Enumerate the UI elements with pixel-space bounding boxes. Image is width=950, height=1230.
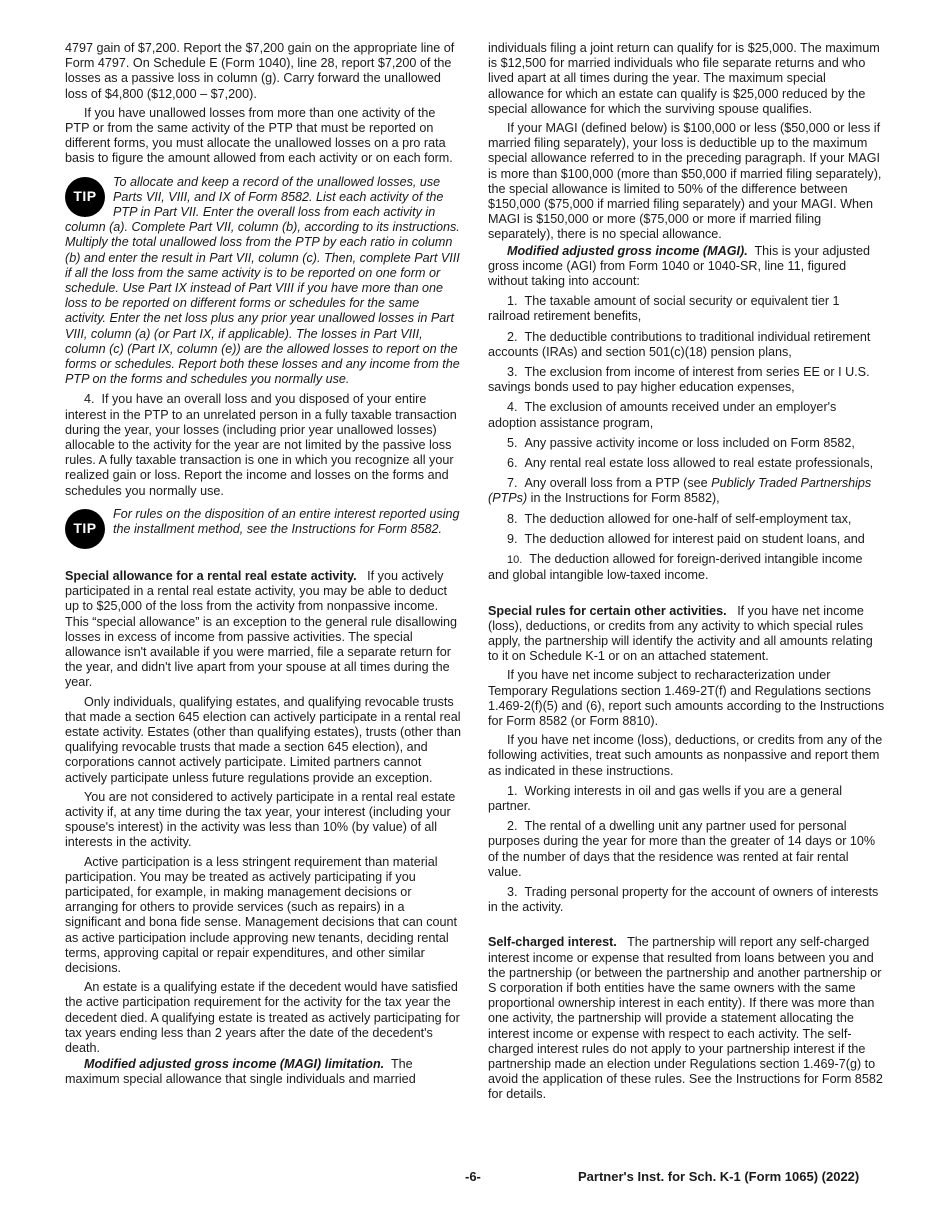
list-item <box>488 456 885 471</box>
list-text: in the Instructions for Form 8582), <box>527 491 720 506</box>
list-item <box>488 532 885 547</box>
paragraph: If you have unallowed losses from more than one activity of the PTP or from the same activity of the PTP that must be reported on different forms, you must allocate the unallowed losses on a pro rata basis to figure the amount allowed from each activity or on each form. <box>65 105 453 166</box>
section-text: This is your adjusted gross income (AGI) from Form 1040 or 1040-SR, line 11, figured without taking into account: <box>488 243 870 289</box>
list-number: 7. <box>507 476 518 491</box>
list-item <box>488 294 885 324</box>
paragraph: If you have net income (loss), deductions, or credits from any of the following activities, treat such amounts as nonpassive and report them as indicated in these instructions. <box>488 733 883 778</box>
section-heading: Modified adjusted gross income (MAGI) limitation. <box>84 1057 385 1072</box>
list-number: 8. <box>507 511 518 526</box>
list-number: 3. <box>507 365 518 380</box>
list-item <box>488 476 885 506</box>
section-heading: Special allowance for a rental real estate activity. <box>65 568 357 583</box>
paragraph: 4797 gain of $7,200. Report the $7,200 gain on the appropriate line of Form 4797. On Schedule E (Form 1040), line 28, report $7,200 of the losses as a passive loss in column (g). Carry forward the unallowed loss of $4,800 ($12,000 – $7,200). <box>65 41 455 101</box>
paragraph: You are not considered to actively participate in a rental real estate activity if, at any time during the tax year, your interest (including your spouse's interest) in the activity was less than 10% (by value) of all interests in the activity. <box>65 789 456 850</box>
right-column <box>488 41 885 1103</box>
list-number: 1. <box>507 294 518 309</box>
section-paragraph <box>488 935 885 1102</box>
footer-title: Partner's Inst. for Sch. K-1 (Form 1065) (2022) <box>578 1169 860 1184</box>
list-number: 9. <box>507 531 518 546</box>
list-text: The deduction allowed for one-half of self-employment tax, <box>524 511 852 526</box>
list-text: Any overall loss from a PTP (see <box>524 476 712 491</box>
list-text: The deduction allowed for foreign-derived intangible income and global intangible low-taxed income. <box>488 552 863 583</box>
tip-box <box>65 507 463 549</box>
paragraph: An estate is a qualifying estate if the decedent would have satisfied the active participation requirement for the activity for the tax year the decedent died. A qualifying estate is treated as actively participating for tax years ending less than 2 years after the date of the decedent's death. <box>65 980 460 1055</box>
tip-label: TIP <box>73 520 97 537</box>
list-text: The exclusion of amounts received under an employer's adoption assistance program, <box>488 400 837 430</box>
list-text: Working interests in oil and gas wells if you are a general partner. <box>488 783 843 813</box>
paragraph: Only individuals, qualifying estates, and qualifying revocable trusts that made a section 645 election can actively participate in a rental real estate activity. Estates (other than qualifying estates), trusts (other than qualifying revocable trusts that made a section 645 election), and corporations cannot actively participate. Limited partners cannot actively participate unless future regulations provide an exception. <box>65 694 461 785</box>
list-text: If you have an overall loss and you disposed of your entire interest in the PTP to an unrelated person in a fully taxable transaction during the year, your losses (including prior year unallowed losses) allocable to the activity for the year are not limited by the passive loss rules. A fully taxable transaction is one in which you recognize all your realized gain or loss. Report the income and losses on the forms and schedules you normally use. <box>65 392 457 498</box>
section-paragraph <box>65 1057 463 1087</box>
section-heading: Special rules for certain other activities. <box>488 603 727 618</box>
list-item <box>488 400 885 430</box>
list-item <box>488 436 885 451</box>
list-text: The deductible contributions to traditional individual retirement accounts (IRAs) and section 501(c)(18) pension plans, <box>488 329 871 359</box>
tip-text: For rules on the disposition of an entire interest reported using the installment method, see the Instructions for Form 8582. <box>113 506 460 537</box>
paragraph: If your MAGI (defined below) is $100,000 or less ($50,000 or less if married filing separately), your loss is deductible up to the maximum special allowance referred to in the preceding paragraph. If your MAGI is more than $100,000 (more than $50,000 if married filing separately), the special allowance is limited to 50% of the difference between $150,000 ($75,000 if married filing separately) and your MAGI. When MAGI is $150,000 or more ($75,000 or more if married filing separately), there is no special allowance. <box>488 121 882 242</box>
paragraph: Active participation is a less stringent requirement than material participation. You may be treated as actively participating if you participated, for example, in making management decisions or arranging for others to provide services (such as repairs) in a significant and bona fide sense. Management decisions that can count as active participation include approving new tenants, deciding rental terms, approving capital or repair expenditures, and other similar decisions. <box>65 854 458 975</box>
list-text: The rental of a dwelling unit any partner used for personal purposes during the year for more than the greater of 14 days or 10% of the number of days that the residence was rented at fair rental value. <box>488 819 876 879</box>
list-text: Trading personal property for the account of owners of interests in the activity. <box>488 884 879 915</box>
list-item <box>488 885 885 915</box>
list-text: The exclusion from income of interest from series EE or I U.S. savings bonds used to pay higher education expenses, <box>488 365 870 395</box>
list-text: The taxable amount of social security or equivalent tier 1 railroad retirement benefits, <box>488 294 840 324</box>
list-number: 2. <box>507 329 518 344</box>
left-column <box>65 41 463 1088</box>
section-text: If you actively participated in a rental real estate activity, you may be able to deduct up to $25,000 of the loss from the activity from nonpassive income. This “special allowance” is an exception to the general rule disallowing losses in excess of income from passive activities. The special allowance isn't available if you were married, file a separate return for the year, and didn't live apart from your spouse at all times during the year. <box>65 568 458 690</box>
tip-box <box>65 175 463 388</box>
list-number: 4. <box>84 392 95 407</box>
list-item <box>488 784 885 814</box>
section-paragraph <box>488 604 885 665</box>
list-number: 4. <box>507 400 518 415</box>
list-number: 5. <box>507 435 518 450</box>
list-text: The deduction allowed for interest paid on student loans, and <box>524 531 865 546</box>
paragraph: If you have net income subject to recharacterization under Temporary Regulations section 1.469-2T(f) and Regulations sections 1.469-2(f)(5) and (6), report such amounts according to the Instructions for Form 8582 (or Form 8810). <box>488 668 885 728</box>
tip-icon <box>65 177 105 217</box>
list-item <box>488 552 885 583</box>
list-text-italic: Publicly Traded Partnerships (PTPs) <box>488 476 872 506</box>
list-number: 6. <box>507 456 518 471</box>
list-number: 2. <box>507 819 518 834</box>
list-item <box>488 819 885 880</box>
section-text: The partnership will report any self-charged interest income or expense that resulted from loans between you and the partnership (or between the partnership and another partnership or S corporation if both entities have the same owners with the same proportional ownership interest in each entity). If there was more than one activity, the partnership will provide a statement allocating the interest income or expense with respect to each activity. The self-charged interest rules do not apply to your partnership interest if the partnership made an election under Regulations section 1.469-7(g) to avoid the application of these rules. See the Instructions for Form 8582 for details. <box>488 935 883 1102</box>
section-paragraph <box>65 569 463 691</box>
paragraph: individuals filing a joint return can qualify for is $25,000. The maximum is $12,500 for married individuals who file separate returns and who lived apart at all times during the year. The maximum special allowance for which an estate can qualify is $25,000 reduced by the special allowance for which the surviving spouse qualifies. <box>488 41 880 116</box>
list-item <box>488 512 885 527</box>
list-item <box>488 330 885 360</box>
tip-text: To allocate and keep a record of the unallowed losses, use Parts VII, VIII, and IX of Form 8582. List each activity of the PTP in Part VII. Enter the overall loss from each activity in column (a). Complete Part VII, column (b), according to its instructions. Multiply the total unallowed loss from the PTP by each ratio in column (b) and enter the result in Part VII, column (c). Then, complete Part VIII if all the loss from the same activity is to be reported on one form or schedule. Use Part IX instead of Part VIII if you have more than one loss to be reported on different forms or schedules for the same activity. Enter the net loss plus any prior year unallowed losses in Part VIII, column (a) (or Part IX, if applicable). The losses in Part VIII, column (c) (Part IX, column (e)) are the allowed losses to report on the forms or schedules. Report both these losses and any income from the PTP on the forms and schedules you normally use. <box>65 174 460 387</box>
section-paragraph <box>488 244 885 290</box>
list-text: Any rental real estate loss allowed to real estate professionals, <box>524 456 874 471</box>
list-item <box>65 392 463 498</box>
list-number: 1. <box>507 783 518 798</box>
list-text: Any passive activity income or loss included on Form 8582, <box>524 435 855 450</box>
section-heading: Self-charged interest. <box>488 935 617 950</box>
list-item <box>488 365 885 395</box>
tip-icon <box>65 509 105 549</box>
list-number: 3. <box>507 884 518 899</box>
list-number: 10. <box>507 554 523 567</box>
section-heading: Modified adjusted gross income (MAGI). <box>507 243 748 258</box>
section-text: The maximum special allowance that single individuals and married <box>65 1057 416 1087</box>
tip-label: TIP <box>73 188 97 205</box>
section-text: If you have net income (loss), deductions, or credits from any activity to which special rules apply, the partnership will identify the activity and all amounts relating to it on Schedule K-1 or on an attached statement. <box>488 603 873 664</box>
page-number: -6- <box>465 1169 481 1184</box>
